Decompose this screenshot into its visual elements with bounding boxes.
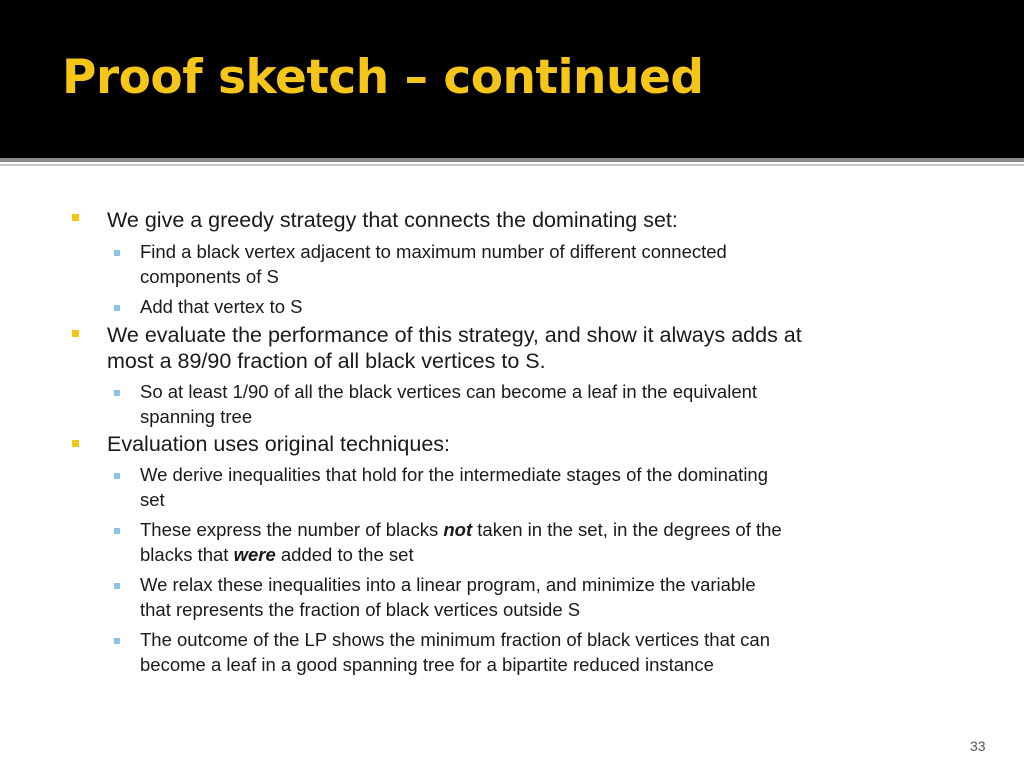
sub-bullet-text: The outcome of the LP shows the minimum fraction of black vertices that can bbox=[140, 629, 770, 650]
bullet-text: most a 89/90 fraction of all black vertices to S. bbox=[107, 349, 546, 373]
bullet-marker bbox=[72, 440, 79, 447]
sub-bullet-marker bbox=[114, 305, 120, 311]
sub-bullet-text: set bbox=[140, 489, 165, 510]
sub-bullet-text bbox=[140, 544, 414, 566]
sub-bullet-marker bbox=[114, 583, 120, 589]
emphasis-were: were bbox=[233, 544, 276, 565]
sub-bullet-text: We relax these inequalities into a linear program, and minimize the variable bbox=[140, 574, 756, 595]
bullet-marker bbox=[72, 214, 79, 221]
sub-bullet-text-part: taken in the set, in the degrees of the bbox=[472, 519, 782, 540]
sub-bullet-marker bbox=[114, 250, 120, 256]
sub-bullet-text: components of S bbox=[140, 266, 279, 287]
bullet-marker bbox=[72, 330, 79, 337]
sub-bullet-text-part: added to the set bbox=[275, 544, 414, 565]
slide-title: Proof sketch – continued bbox=[62, 50, 704, 105]
bullet-text: We evaluate the performance of this strategy, and show it always adds at bbox=[107, 323, 802, 347]
sub-bullet-text: spanning tree bbox=[140, 406, 253, 427]
bullet-text: We give a greedy strategy that connects the dominating set: bbox=[107, 208, 678, 232]
sub-bullet-marker bbox=[114, 528, 120, 534]
sub-bullet-text: Add that vertex to S bbox=[140, 296, 303, 317]
sub-bullet-text-part: blacks that bbox=[140, 544, 234, 565]
sub-bullet-text: become a leaf in a good spanning tree for a bipartite reduced instance bbox=[140, 654, 714, 675]
sub-bullet-text-part: These express the number of blacks bbox=[140, 519, 444, 540]
sub-bullet-text: We derive inequalities that hold for the intermediate stages of the dominating bbox=[140, 464, 769, 485]
emphasis-not: not bbox=[443, 519, 473, 540]
sub-bullet-marker bbox=[114, 638, 120, 644]
sub-bullet-text: that represents the fraction of black vertices outside S bbox=[140, 599, 581, 620]
bullet-text: Evaluation uses original techniques: bbox=[107, 432, 451, 456]
sub-bullet-marker bbox=[114, 390, 120, 396]
sub-bullet-marker bbox=[114, 473, 120, 479]
sub-bullet-text: So at least 1/90 of all the black vertices can become a leaf in the equivalent bbox=[140, 381, 758, 402]
page-number: 33 bbox=[970, 738, 986, 754]
sub-bullet-text: Find a black vertex adjacent to maximum number of different connected bbox=[140, 241, 727, 262]
sub-bullet-text bbox=[140, 519, 782, 541]
